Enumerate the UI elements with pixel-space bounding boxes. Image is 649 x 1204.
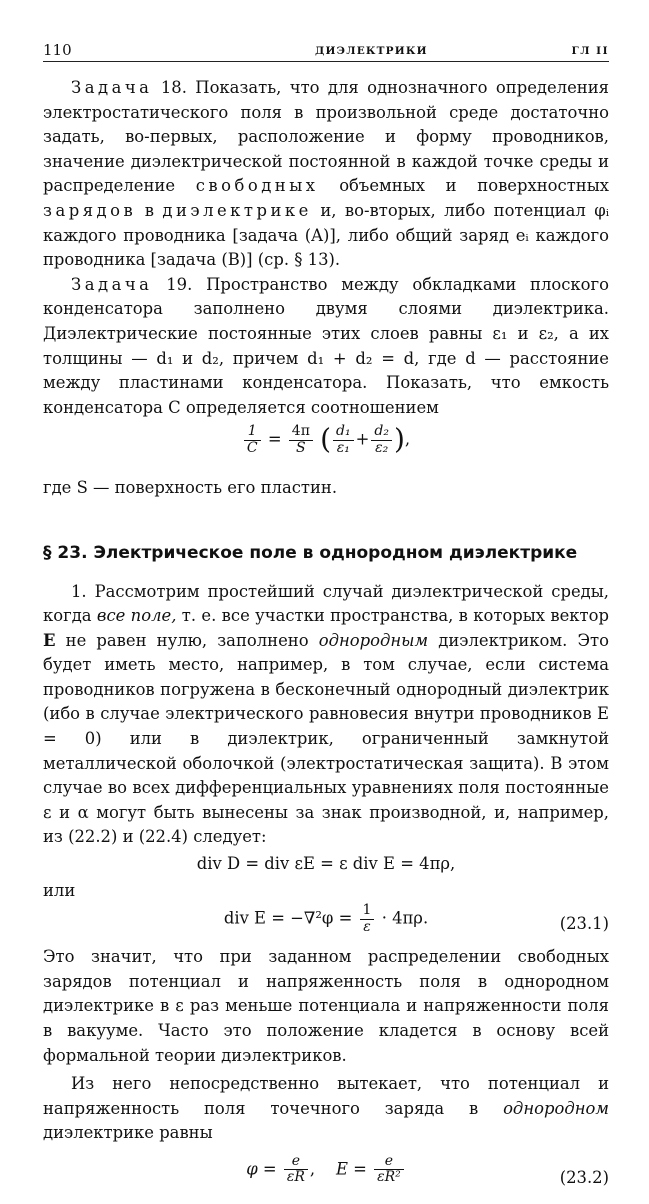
problem-19-after: где S — поверхность его пластин. xyxy=(43,478,338,498)
problem-label: Задача xyxy=(71,274,153,294)
equation-capacitance: $\frac{1}{C}$ = $\frac{4\pi}{S}$ ( $\frac{\text{d₁}}{\text{ε₁}}$ + $\frac{\text{d₂}}{\text{ε₂}}$ ), xyxy=(43,424,609,476)
page-header xyxy=(43,38,609,60)
equation-div-d: div D = div εE = ε div E = 4πρ, xyxy=(196,854,456,874)
equation-23-1: div E = −∇²φ = $\frac{1}{\varepsilon}$ · 4πρ. (23.1) xyxy=(43,903,609,945)
chapter-label: ГЛ II xyxy=(571,45,609,57)
page-number: 110 xyxy=(43,41,72,59)
problem-label: Задача xyxy=(71,78,153,97)
header-rule xyxy=(43,61,609,62)
page-body xyxy=(43,76,609,1204)
problem-18: Задача 18. Показать, что для однозначного определения электростатического поля в произвольной среде достаточно задать, во-первых, расположение и форму проводников, значение диэлектрической постоянной в каждой точке среды и распределение свободных объемных и поверхностных зарядов в диэлектрике и, во-вторых, либо потенциал φᵢ каждого проводника [задача (A)], либо общий заряд eᵢ каждого проводника [задача (B)] (ср. § 13). xyxy=(43,78,609,270)
paragraph-3: Из него непосредственно вытекает, что потенциал и напряженность поля точечного заряда в однородном диэлектрике равны xyxy=(43,1074,609,1143)
equation-number: (23.2) xyxy=(559,1167,609,1187)
problem-19: Задача 19. Пространство между обкладками плоского конденсатора заполнено двумя слоями диэлектрика. Диэлектрические постоянные этих слоев равны ε₁ и ε₂, а их толщины — d₁ и d₂, причем d₁ + d₂ = d, где d — расстояние между пластинами конденсатора. Показать, что емкость конденсатора C определяется соотношением xyxy=(43,274,609,417)
running-title: ДИЭЛЕКТРИКИ xyxy=(315,45,428,57)
paragraph-2: Это значит, что при заданном распределении свободных зарядов потенциал и напряженность поля в однородном диэлектрике в ε раз меньше потенциала и напряженности поля в вакууме. Часто это положение кладется в основу всей формальной теории диэлектриков. xyxy=(43,947,609,1065)
equation-23-2: φ = $\frac{e}{\varepsilon R}$ , E = $\frac{e}{\text{εR²}}$ (23.2) xyxy=(43,1154,609,1204)
section-title: § 23. Электрическое поле в однородном диэлектрике xyxy=(43,542,578,563)
ili-text: или xyxy=(43,880,76,900)
paragraph-1: 1. Рассмотрим простейший случай диэлектрической среды, когда все поле, т. е. все участки пространства, в которых вектор E не равен нулю, заполнено однородным диэлектриком. Это будет иметь место, например, в том случае, если система проводников погружена в бесконечный однородный диэлектрик (ибо в случае электрического равновесия внутри проводников E = 0) или в диэлектрик, ограниченный замкнутой металлической оболочкой (электростатическая защита). В этом случае во всех дифференциальных уравнениях поля постоянные ε и α могут быть вынесены за знак производной, и, например, из (22.2) и (22.4) следует: xyxy=(43,581,609,847)
equation-number: (23.1) xyxy=(559,914,609,934)
